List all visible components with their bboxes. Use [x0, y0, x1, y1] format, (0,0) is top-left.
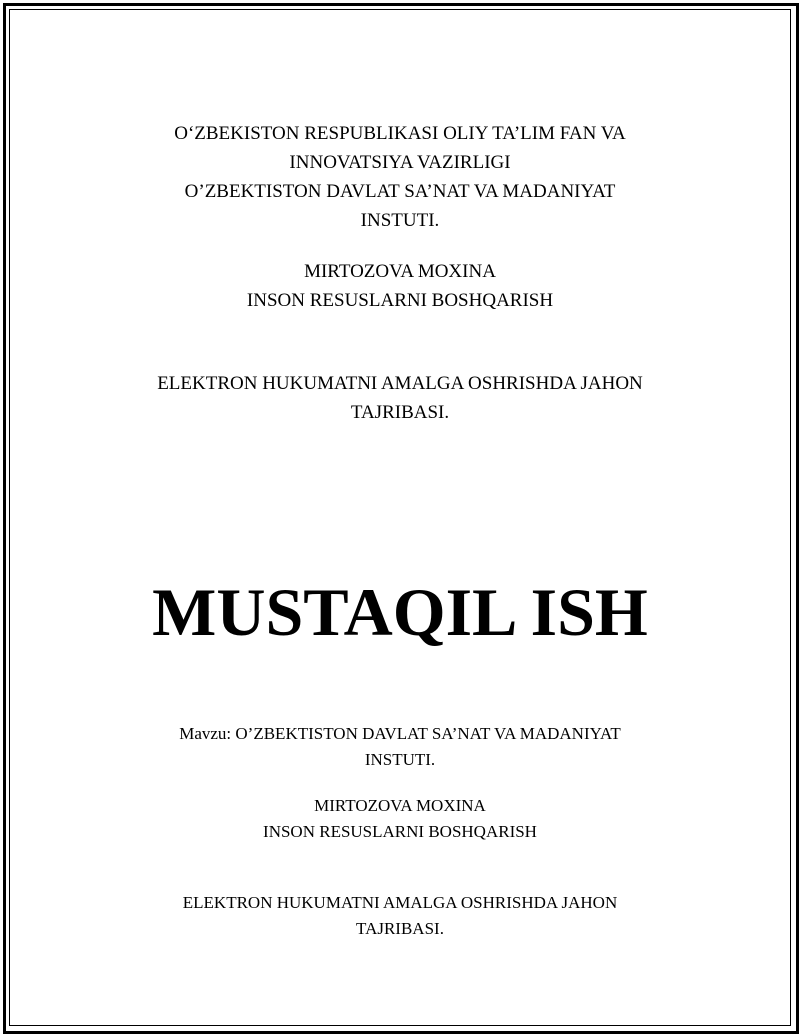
institute-line-2: INSTUTI. [360, 210, 440, 231]
author-block [0, 257, 800, 315]
topic-block [0, 369, 800, 427]
topic-line-2: TAJRIBASI. [350, 402, 450, 423]
document-title: MUSTAQIL ISH [152, 574, 648, 650]
lower-author-name: MIRTOZOVA MOXINA [314, 796, 486, 815]
ministry-block [0, 119, 800, 235]
lower-topic-line-1: ELEKTRON HUKUMATNI AMALGA OSHRISHDA JAHON [182, 893, 618, 912]
author-name: MIRTOZOVA MOXINA [304, 261, 496, 282]
topic-line-1: ELEKTRON HUKUMATNI AMALGA OSHRISHDA JAHON [157, 373, 643, 394]
ministry-line-2: INNOVATSIYA VAZIRLIGI [289, 152, 511, 173]
subject-line-1: Mavzu: O’ZBEKTISTON DAVLAT SA’NAT VA MADANIYAT [179, 724, 621, 743]
ministry-line-1: O‘ZBEKISTON RESPUBLIKASI OLIY TA’LIM FAN VA [174, 123, 626, 144]
lower-topic-line-2: TAJRIBASI. [356, 919, 444, 938]
lower-topic-block [0, 890, 800, 942]
lower-author-department: INSON RESUSLARNI BOSHQARISH [263, 822, 537, 841]
author-department: INSON RESUSLARNI BOSHQARISH [246, 290, 554, 311]
lower-author-block [0, 793, 800, 845]
subject-block [0, 721, 800, 773]
institute-line-1: O’ZBEKTISTON DAVLAT SA’NAT VA MADANIYAT [184, 181, 616, 202]
subject-line-2: INSTUTI. [364, 750, 436, 769]
